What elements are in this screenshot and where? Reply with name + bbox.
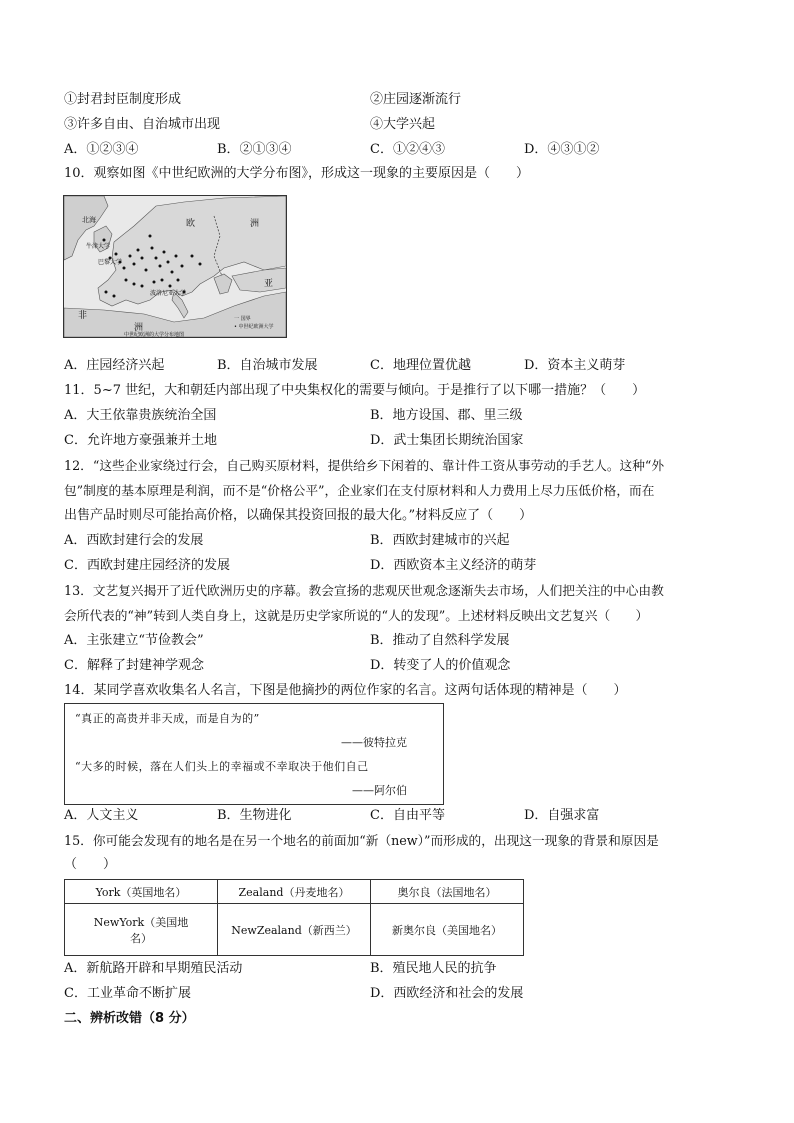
- map-label-af-1: 非: [78, 311, 88, 321]
- table-cell-newyork-line1: NewYork（美国地: [93, 915, 189, 929]
- q12-option-a: A．西欧封建行会的发展: [64, 533, 204, 548]
- q9-option-c: C．①②④③: [370, 142, 445, 157]
- medieval-university-map: [63, 195, 287, 338]
- q13-option-b: B．推动了自然科学发展: [370, 633, 510, 648]
- q15-stem: 15．你可能会发现有的地名是在另一个地名的前面加“新（new）”而形成的，出现这一现象的背景和原因是: [64, 833, 659, 848]
- q15-paren: （ ）: [64, 857, 117, 872]
- q15-option-d: D．西欧经济和社会的发展: [370, 986, 524, 1001]
- q10-option-c: C．地理位置优越: [370, 358, 471, 373]
- q11-option-c: C．允许地方豪强兼并土地: [64, 433, 217, 448]
- map-label-af-2: 洲: [134, 323, 144, 333]
- quote-1-author: ——彼特拉克: [341, 736, 407, 749]
- map-label-eu-1: 欧: [186, 219, 196, 229]
- map-caption: 中世纪欧洲的大学分布地图: [124, 332, 185, 337]
- q11-option-d: D．武士集团长期统治国家: [370, 433, 524, 448]
- table-header-orleans: 奥尔良（法国地名）: [371, 880, 524, 904]
- q13-line-1: 13．文艺复兴揭开了近代欧洲历史的序幕。教会宣扬的悲观厌世观念逐渐失去市场，人们把关注的中心由教: [64, 583, 664, 598]
- place-name-table: [64, 879, 524, 956]
- q14-option-a: A．人文主义: [64, 808, 139, 823]
- q11-option-b: B．地方设国、郡、里三级: [370, 408, 523, 423]
- q10-stem: 10．观察如图《中世纪欧洲的大学分布图》，形成这一现象的主要原因是（ ）: [64, 166, 530, 181]
- q11-stem: 11．5~7 世纪，大和朝廷内部出现了中央集权化的需要与倾向。于是推行了以下哪一措施？（ ）: [64, 383, 646, 398]
- q14-option-d: D．自强求富: [524, 808, 600, 823]
- q14-stem: 14．某同学喜欢收集名人名言，下图是他摘抄的两位作家的名言。这两句话体现的精神是（ ）: [64, 683, 627, 698]
- q15-option-b: B．殖民地人民的抗争: [370, 961, 497, 976]
- table-cell-newyork: [65, 904, 218, 956]
- q12-line-1: 12．“这些企业家绕过行会，自己购买原材料，提供给乡下闲着的、靠计件工资从事劳动的手艺人。这种“外: [64, 458, 665, 473]
- table-header-york: York（英国地名）: [65, 880, 218, 904]
- table-cell-newyork-line2: 名）: [130, 931, 152, 945]
- q9-option-d: D．④③①②: [524, 142, 600, 157]
- map-label-eu-2: 洲: [250, 219, 260, 229]
- q12-option-b: B．西欧封建城市的兴起: [370, 533, 510, 548]
- map-label-paris: 巴黎大学: [98, 259, 123, 266]
- quote-box: [64, 703, 444, 805]
- q9-item-2: ②庄园逐渐流行: [370, 92, 462, 107]
- q13-option-a: A．主张建立“节俭教会”: [64, 633, 204, 648]
- table-cell-newzealand: NewZealand（新西兰）: [218, 904, 371, 956]
- q10-option-b: B．自治城市发展: [217, 358, 318, 373]
- q9-item-1: ①封君封臣制度形成: [64, 92, 182, 107]
- q15-option-a: A．新航路开辟和早期殖民活动: [64, 961, 243, 976]
- q12-line-3: 出售产品时则尽可能抬高价格，以确保其投资回报的最大化。”材料反应了（ ）: [64, 508, 533, 523]
- table-cell-neworleans: 新奥尔良（美国地名）: [371, 904, 524, 956]
- section-2-heading: 二、辨析改错（8 分）: [64, 1011, 195, 1026]
- q9-option-a: A．①②③④: [64, 142, 139, 157]
- q9-item-3: ③许多自由、自治城市出现: [64, 117, 221, 132]
- q14-option-c: C．自由平等: [370, 808, 445, 823]
- q14-option-b: B．生物进化: [217, 808, 292, 823]
- table-header-zealand: Zealand（丹麦地名）: [218, 880, 371, 904]
- q10-option-d: D．资本主义萌芽: [524, 358, 626, 373]
- map-label-north-sea: 北海: [82, 216, 96, 224]
- q10-option-a: A．庄园经济兴起: [64, 358, 165, 373]
- quote-2: “大多的时候，落在人们头上的幸福或不幸取决于他们自己: [75, 760, 369, 773]
- q12-option-c: C．西欧封建庄园经济的发展: [64, 558, 230, 573]
- q9-option-b: B．②①③④: [217, 142, 292, 157]
- q12-option-d: D．西欧资本主义经济的萌芽: [370, 558, 537, 573]
- quote-2-author: ——阿尔伯: [352, 784, 407, 797]
- quote-1: “真正的高贵并非天成，而是自为的”: [75, 712, 260, 725]
- map-legend-border: 一 国界: [234, 316, 251, 322]
- q13-option-d: D．转变了人的价值观念: [370, 658, 511, 673]
- map-legend-university: • 中世纪欧洲大学: [234, 324, 274, 330]
- q11-option-a: A．大王依靠贵族统治全国: [64, 408, 217, 423]
- map-label-bologna: 波洛尼亚大学: [150, 290, 187, 297]
- q12-line-2: 包”制度的基本原理是利润，而不是“价格公平”，企业家们在支付原材料和人力费用上尽力压低价格，而在: [64, 483, 655, 498]
- q13-line-2: 会所代表的“神”转到人类自身上，这就是历史学家所说的“人的发现”。上述材料反映出文艺复兴（ ）: [64, 608, 649, 623]
- q13-option-c: C．解释了封建神学观念: [64, 658, 204, 673]
- q15-option-c: C．工业革命不断扩展: [64, 986, 191, 1001]
- map-label-oxford: 牛津大学: [86, 243, 111, 250]
- map-label-asia: 亚: [264, 279, 274, 289]
- q9-item-4: ④大学兴起: [370, 117, 436, 132]
